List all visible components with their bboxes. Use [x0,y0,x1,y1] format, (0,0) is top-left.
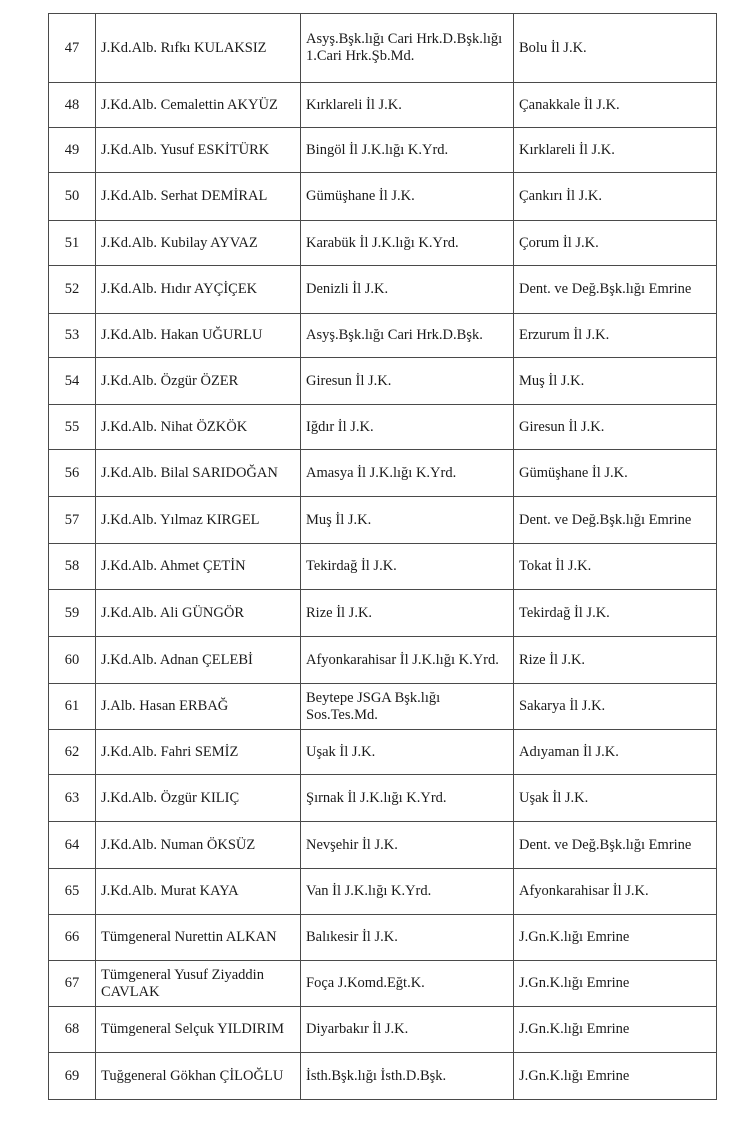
row-number: 63 [49,775,96,822]
current-post: Afyonkarahisar İl J.K.lığı K.Yrd. [301,637,514,684]
officer-name: J.Kd.Alb. Murat KAYA [96,869,301,915]
current-post: Asyş.Bşk.lığı Cari Hrk.D.Bşk.lığı 1.Cari Hrk.Şb.Md. [301,14,514,83]
new-assignment: Adıyaman İl J.K. [514,730,717,775]
table-row [49,961,717,1007]
officer-name: J.Kd.Alb. Fahri SEMİZ [96,730,301,775]
new-assignment: Bolu İl J.K. [514,14,717,83]
officer-name: J.Kd.Alb. Ali GÜNGÖR [96,590,301,637]
row-number: 50 [49,173,96,221]
table-row [49,358,717,405]
current-post: Nevşehir İl J.K. [301,822,514,869]
officer-name: J.Kd.Alb. Serhat DEMİRAL [96,173,301,221]
table-row [49,497,717,544]
new-assignment: Erzurum İl J.K. [514,314,717,358]
officer-name: J.Kd.Alb. Adnan ÇELEBİ [96,637,301,684]
table-row [49,405,717,450]
current-post: Uşak İl J.K. [301,730,514,775]
new-assignment: Kırklareli İl J.K. [514,128,717,173]
row-number: 65 [49,869,96,915]
current-post: Van İl J.K.lığı K.Yrd. [301,869,514,915]
current-post: Kırklareli İl J.K. [301,83,514,128]
row-number: 62 [49,730,96,775]
officer-name: J.Kd.Alb. Yusuf ESKİTÜRK [96,128,301,173]
table-row [49,221,717,266]
row-number: 51 [49,221,96,266]
new-assignment: Gümüşhane İl J.K. [514,450,717,497]
current-post: Foça J.Komd.Eğt.K. [301,961,514,1007]
new-assignment: Tekirdağ İl J.K. [514,590,717,637]
officer-name: J.Kd.Alb. Hakan UĞURLU [96,314,301,358]
row-number: 47 [49,14,96,83]
table-row [49,83,717,128]
table-row [49,915,717,961]
row-number: 61 [49,684,96,730]
officer-name: Tümgeneral Selçuk YILDIRIM [96,1007,301,1053]
new-assignment: Uşak İl J.K. [514,775,717,822]
new-assignment: Dent. ve Değ.Bşk.lığı Emrine [514,266,717,314]
row-number: 64 [49,822,96,869]
row-number: 56 [49,450,96,497]
officer-name: J.Kd.Alb. Özgür ÖZER [96,358,301,405]
new-assignment: Çanakkale İl J.K. [514,83,717,128]
officer-name: J.Kd.Alb. Ahmet ÇETİN [96,544,301,590]
table-row [49,1053,717,1100]
assignment-table-body [49,14,717,1100]
row-number: 55 [49,405,96,450]
new-assignment: Dent. ve Değ.Bşk.lığı Emrine [514,497,717,544]
officer-name: Tuğgeneral Gökhan ÇİLOĞLU [96,1053,301,1100]
row-number: 49 [49,128,96,173]
current-post: Balıkesir İl J.K. [301,915,514,961]
current-post: Amasya İl J.K.lığı K.Yrd. [301,450,514,497]
officer-name: Tümgeneral Nurettin ALKAN [96,915,301,961]
current-post: Karabük İl J.K.lığı K.Yrd. [301,221,514,266]
current-post: Tekirdağ İl J.K. [301,544,514,590]
officer-name: J.Alb. Hasan ERBAĞ [96,684,301,730]
row-number: 52 [49,266,96,314]
new-assignment: J.Gn.K.lığı Emrine [514,961,717,1007]
current-post: Iğdır İl J.K. [301,405,514,450]
new-assignment: J.Gn.K.lığı Emrine [514,1053,717,1100]
row-number: 54 [49,358,96,405]
table-row [49,775,717,822]
officer-name: J.Kd.Alb. Bilal SARIDOĞAN [96,450,301,497]
assignment-table [48,13,717,1100]
row-number: 59 [49,590,96,637]
current-post: Şırnak İl J.K.lığı K.Yrd. [301,775,514,822]
new-assignment: J.Gn.K.lığı Emrine [514,1007,717,1053]
new-assignment: Dent. ve Değ.Bşk.lığı Emrine [514,822,717,869]
row-number: 67 [49,961,96,1007]
current-post: İsth.Bşk.lığı İsth.D.Bşk. [301,1053,514,1100]
table-row [49,544,717,590]
officer-name: J.Kd.Alb. Numan ÖKSÜZ [96,822,301,869]
current-post: Muş İl J.K. [301,497,514,544]
table-row [49,730,717,775]
new-assignment: Muş İl J.K. [514,358,717,405]
table-row [49,1007,717,1053]
new-assignment: Çankırı İl J.K. [514,173,717,221]
row-number: 53 [49,314,96,358]
row-number: 48 [49,83,96,128]
table-row [49,869,717,915]
officer-name: J.Kd.Alb. Rıfkı KULAKSIZ [96,14,301,83]
row-number: 69 [49,1053,96,1100]
officer-name: J.Kd.Alb. Özgür KILIÇ [96,775,301,822]
new-assignment: Sakarya İl J.K. [514,684,717,730]
officer-name: J.Kd.Alb. Cemalettin AKYÜZ [96,83,301,128]
row-number: 68 [49,1007,96,1053]
officer-name: J.Kd.Alb. Nihat ÖZKÖK [96,405,301,450]
officer-name: J.Kd.Alb. Hıdır AYÇİÇEK [96,266,301,314]
new-assignment: Tokat İl J.K. [514,544,717,590]
new-assignment: J.Gn.K.lığı Emrine [514,915,717,961]
row-number: 57 [49,497,96,544]
current-post: Beytepe JSGA Bşk.lığı Sos.Tes.Md. [301,684,514,730]
table-row [49,266,717,314]
new-assignment: Çorum İl J.K. [514,221,717,266]
table-row [49,314,717,358]
table-row [49,128,717,173]
table-row [49,637,717,684]
current-post: Bingöl İl J.K.lığı K.Yrd. [301,128,514,173]
current-post: Diyarbakır İl J.K. [301,1007,514,1053]
officer-name: J.Kd.Alb. Yılmaz KIRGEL [96,497,301,544]
row-number: 60 [49,637,96,684]
new-assignment: Afyonkarahisar İl J.K. [514,869,717,915]
table-row [49,450,717,497]
table-row [49,684,717,730]
current-post: Giresun İl J.K. [301,358,514,405]
current-post: Rize İl J.K. [301,590,514,637]
current-post: Asyş.Bşk.lığı Cari Hrk.D.Bşk. [301,314,514,358]
row-number: 58 [49,544,96,590]
table-row [49,173,717,221]
table-row [49,14,717,83]
new-assignment: Rize İl J.K. [514,637,717,684]
table-row [49,822,717,869]
officer-name: J.Kd.Alb. Kubilay AYVAZ [96,221,301,266]
row-number: 66 [49,915,96,961]
current-post: Denizli İl J.K. [301,266,514,314]
new-assignment: Giresun İl J.K. [514,405,717,450]
current-post: Gümüşhane İl J.K. [301,173,514,221]
table-row [49,590,717,637]
officer-name: Tümgeneral Yusuf Ziyaddin CAVLAK [96,961,301,1007]
